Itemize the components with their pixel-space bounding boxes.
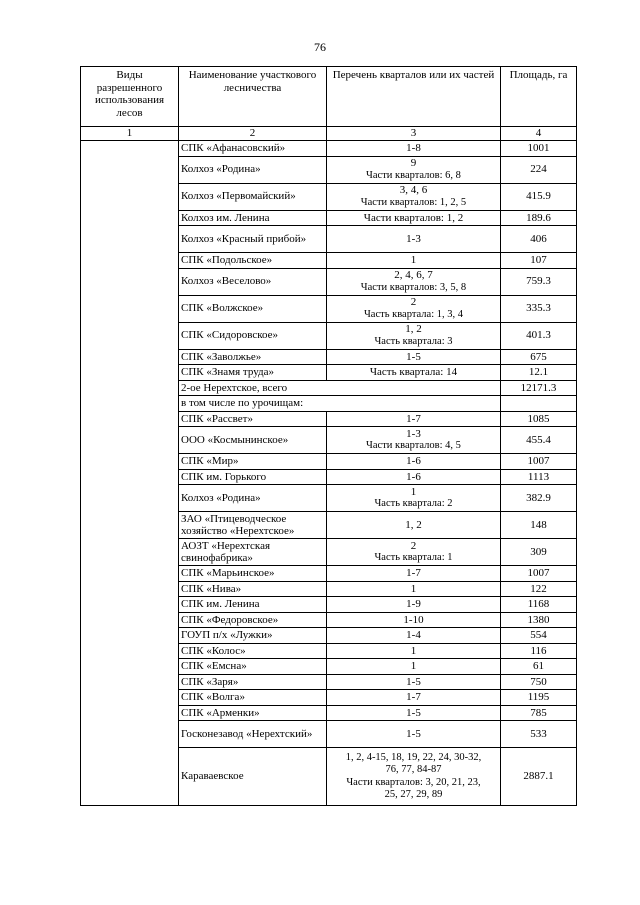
forestry-name-cell: ЗАО «Птицеводческое хозяйство «Нерехтское»	[179, 512, 327, 539]
forestry-name-cell: Колхоз им. Ленина	[179, 210, 327, 226]
area-cell: 148	[501, 512, 577, 539]
forestry-name-cell: СПК им. Горького	[179, 469, 327, 485]
forestry-name-cell: Госконезавод «Нерехтский»	[179, 721, 327, 748]
quarters-cell	[327, 485, 501, 512]
quarters-parts: Части кварталов: 4, 5	[366, 440, 461, 451]
quarters-cell	[327, 322, 501, 349]
forestry-name-cell: СПК «Сидоровское»	[179, 322, 327, 349]
header-area: Площадь, га	[501, 67, 577, 127]
area-cell: 122	[501, 581, 577, 597]
quarters-main: 1-5	[406, 706, 421, 719]
quarters-cell	[327, 612, 501, 628]
forestry-name-cell: СПК «Заря»	[179, 674, 327, 690]
forestry-name-cell: СПК «Рассвет»	[179, 411, 327, 427]
quarters-cell	[327, 597, 501, 613]
forestry-name-cell: СПК «Марьинское»	[179, 566, 327, 582]
quarters-parts: Часть квартала: 1, 3, 4	[363, 308, 463, 320]
quarters-main: 1-7	[406, 691, 421, 703]
area-cell: 455.4	[501, 427, 577, 454]
forestry-name-cell: СПК «Афанасовский»	[179, 141, 327, 157]
forestry-name-cell: Колхоз «Веселово»	[179, 268, 327, 295]
quarters-cell	[327, 454, 501, 470]
quarters-cell	[327, 748, 501, 806]
quarters-cell	[327, 690, 501, 706]
quarters-parts: Части кварталов: 3, 5, 8	[360, 281, 467, 293]
quarters-main: 1-10	[403, 613, 424, 626]
quarters-main: 1, 2	[405, 323, 422, 335]
forestry-name-cell: СПК «Нива»	[179, 581, 327, 597]
forestry-name-cell: Колхоз «Первомайский»	[179, 183, 327, 210]
column-number: 1	[81, 127, 179, 141]
column-number: 4	[501, 127, 577, 141]
quarters-main: 1	[410, 582, 417, 595]
quarters-cell	[327, 512, 501, 539]
area-cell: 1007	[501, 566, 577, 582]
forestry-name-cell: СПК «Арменки»	[179, 705, 327, 721]
quarters-line: 1, 2, 4-15, 18, 19, 22, 24, 30-32,	[345, 751, 482, 763]
quarters-main: 1	[410, 644, 417, 657]
forestry-name-cell: АОЗТ «Нерехтская свинофабрика»	[179, 539, 327, 566]
area-cell: 107	[501, 253, 577, 269]
quarters-parts: Часть квартала: 1	[374, 552, 453, 563]
section-title: 2-ое Нерехтское, всего	[179, 380, 501, 396]
page-number: 76	[314, 40, 326, 54]
quarters-cell	[327, 581, 501, 597]
area-cell: 335.3	[501, 295, 577, 322]
quarters-main: 2, 4, 6, 7	[394, 269, 433, 281]
quarters-cell	[327, 349, 501, 365]
area-cell: 533	[501, 721, 577, 748]
quarters-cell	[327, 659, 501, 675]
quarters-main: 2	[410, 296, 417, 308]
quarters-cell	[327, 268, 501, 295]
area-cell: 309	[501, 539, 577, 566]
area-cell: 1195	[501, 690, 577, 706]
quarters-main: 1-4	[406, 629, 421, 641]
forestry-name-cell: СПК «Подольское»	[179, 253, 327, 269]
forestry-name-cell: СПК «Федоровское»	[179, 612, 327, 628]
section-subtitle: в том числе по урочищам:	[179, 396, 501, 412]
area-cell: 1085	[501, 411, 577, 427]
header-usage-type: Виды разрешенного использования лесов	[81, 67, 179, 127]
area-cell: 382.9	[501, 485, 577, 512]
area-cell: 415.9	[501, 183, 577, 210]
quarters-cell	[327, 539, 501, 566]
area-cell: 189.6	[501, 210, 577, 226]
quarters-main: 1-8	[406, 142, 421, 154]
forestry-name-cell: ГОУП п/х «Лужки»	[179, 628, 327, 644]
quarters-cell	[327, 628, 501, 644]
quarters-cell	[327, 705, 501, 721]
quarters-main: 1-5	[406, 727, 421, 740]
forestry-name-cell: СПК «Волга»	[179, 690, 327, 706]
column-number: 2	[179, 127, 327, 141]
quarters-cell	[327, 365, 501, 381]
quarters-main: 1-3	[406, 427, 421, 440]
forestry-name-cell: СПК «Волжское»	[179, 295, 327, 322]
area-cell: 554	[501, 628, 577, 644]
quarters-cell	[327, 469, 501, 485]
forestry-name-cell: Колхоз «Родина»	[179, 156, 327, 183]
table-row	[81, 141, 577, 157]
quarters-cell	[327, 566, 501, 582]
area-cell: 401.3	[501, 322, 577, 349]
quarters-main: 1-6	[406, 470, 421, 483]
forest-usage-table	[80, 66, 577, 806]
area-cell: 675	[501, 349, 577, 365]
section-total-area: 12171.3	[501, 380, 577, 396]
area-cell: 2887.1	[501, 748, 577, 806]
quarters-cell	[327, 295, 501, 322]
quarters-line: Части кварталов: 3, 20, 21, 23,	[346, 776, 481, 788]
quarters-cell	[327, 183, 501, 210]
quarters-parts: Часть квартала: 3	[374, 335, 453, 347]
quarters-main: 1-7	[406, 412, 421, 425]
quarters-main: 1	[410, 254, 417, 266]
quarters-main: Часть квартала: 14	[369, 366, 458, 378]
forestry-name-cell: Караваевское	[179, 748, 327, 806]
quarters-main: 1	[410, 485, 417, 498]
quarters-cell	[327, 210, 501, 226]
quarters-parts: Часть квартала: 2	[374, 498, 453, 509]
quarters-main: 1-5	[406, 675, 421, 688]
usage-type-cell	[81, 141, 179, 806]
quarters-main: 1-3	[406, 232, 421, 245]
quarters-main: 1-9	[406, 598, 421, 610]
empty-area-cell	[501, 396, 577, 412]
forestry-name-cell: СПК «Знамя труда»	[179, 365, 327, 381]
area-cell: 750	[501, 674, 577, 690]
quarters-cell	[327, 141, 501, 157]
area-cell: 785	[501, 705, 577, 721]
forestry-name-cell: Колхоз «Красный прибой»	[179, 226, 327, 253]
forestry-name-cell: СПК «Емсна»	[179, 659, 327, 675]
area-cell: 116	[501, 643, 577, 659]
forestry-name-cell: СПК им. Ленина	[179, 597, 327, 613]
quarters-cell	[327, 721, 501, 748]
quarters-cell	[327, 427, 501, 454]
quarters-cell	[327, 156, 501, 183]
quarters-parts: Части кварталов: 1, 2, 5	[360, 196, 467, 208]
quarters-cell	[327, 674, 501, 690]
area-cell: 1007	[501, 454, 577, 470]
area-cell: 1001	[501, 141, 577, 157]
header-quarters-list: Перечень кварталов или их частей	[327, 67, 501, 127]
quarters-main: 1, 2	[405, 518, 422, 531]
area-cell: 1113	[501, 469, 577, 485]
quarters-main: Части кварталов: 1, 2	[363, 211, 464, 224]
area-cell: 406	[501, 226, 577, 253]
forestry-name-cell: СПК «Заволжье»	[179, 349, 327, 365]
quarters-cell	[327, 253, 501, 269]
forestry-name-cell: Колхоз «Родина»	[179, 485, 327, 512]
quarters-line: 76, 77, 84-87	[385, 764, 442, 775]
area-cell: 12.1	[501, 365, 577, 381]
quarters-main: 2	[410, 539, 417, 552]
quarters-parts: Части кварталов: 6, 8	[366, 169, 461, 181]
quarters-main: 3, 4, 6	[399, 184, 428, 196]
quarters-line: 25, 27, 29, 89	[384, 789, 443, 800]
quarters-main: 1-6	[406, 455, 421, 467]
forestry-name-cell: ООО «Космынинское»	[179, 427, 327, 454]
quarters-cell	[327, 226, 501, 253]
area-cell: 224	[501, 156, 577, 183]
quarters-main: 1-7	[406, 567, 421, 579]
quarters-main: 1-5	[406, 350, 421, 363]
forestry-name-cell: СПК «Колос»	[179, 643, 327, 659]
area-cell: 759.3	[501, 268, 577, 295]
quarters-main: 1	[410, 660, 417, 672]
area-cell: 1168	[501, 597, 577, 613]
area-cell: 61	[501, 659, 577, 675]
header-forestry-name: Наименование участкового лесничества	[179, 67, 327, 127]
quarters-cell	[327, 411, 501, 427]
quarters-main: 9	[410, 157, 417, 169]
forestry-name-cell: СПК «Мир»	[179, 454, 327, 470]
area-cell: 1380	[501, 612, 577, 628]
quarters-cell	[327, 643, 501, 659]
column-number: 3	[327, 127, 501, 141]
